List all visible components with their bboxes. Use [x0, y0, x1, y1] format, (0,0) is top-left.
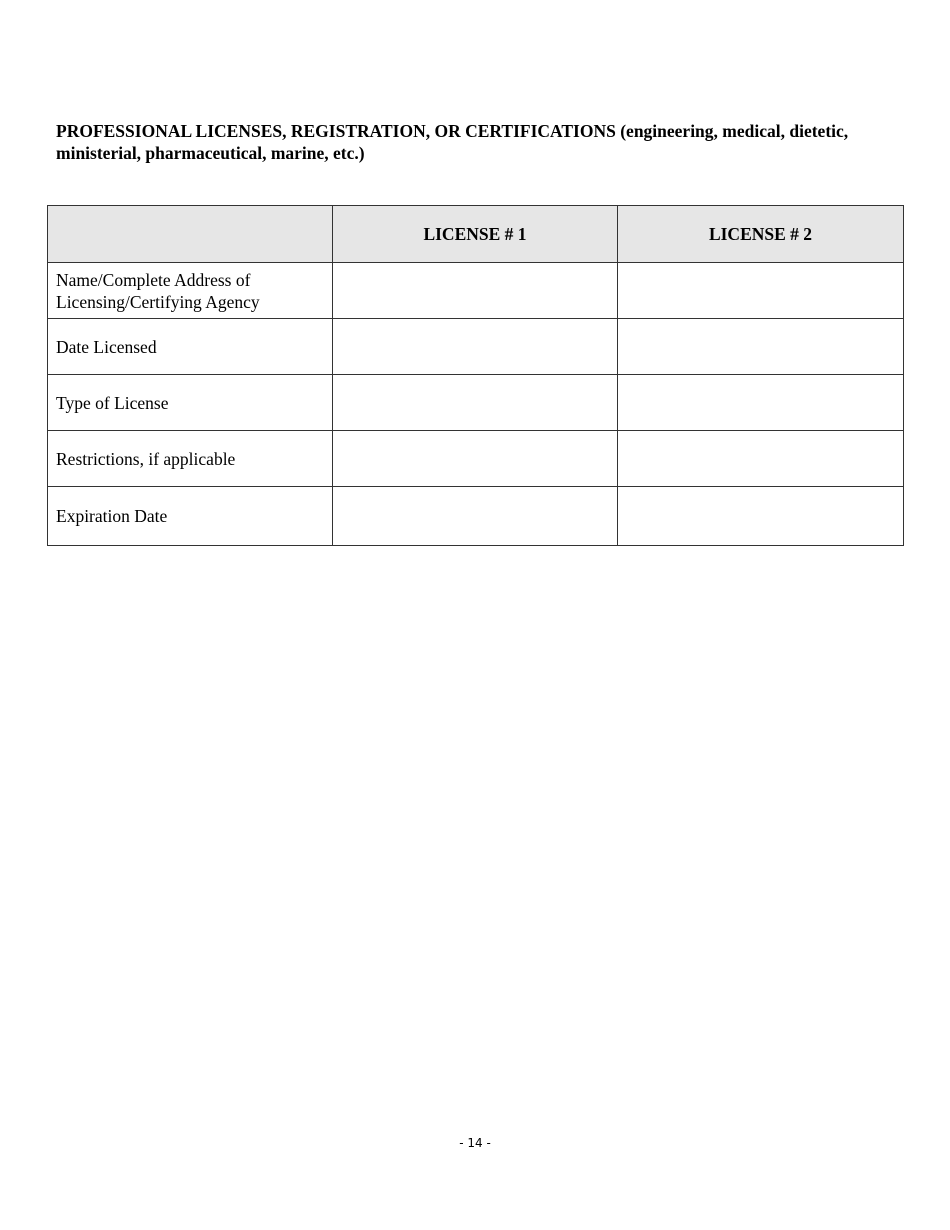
license-2-restrictions-field[interactable]	[618, 431, 904, 487]
row-label: Expiration Date	[48, 487, 333, 546]
license-2-date-field[interactable]	[618, 319, 904, 375]
header-blank	[48, 206, 333, 263]
row-label: Restrictions, if applicable	[48, 431, 333, 487]
row-label: Name/Complete Address of Licensing/Certifying Agency	[48, 263, 333, 319]
table-header-row	[48, 206, 904, 263]
header-license-1: LICENSE # 1	[333, 206, 618, 263]
license-1-type-field[interactable]	[333, 375, 618, 431]
license-1-expiration-field[interactable]	[333, 487, 618, 546]
table-row	[48, 319, 904, 375]
table-row	[48, 431, 904, 487]
licenses-table	[47, 205, 904, 546]
table-row	[48, 263, 904, 319]
table-row	[48, 487, 904, 546]
license-1-date-field[interactable]	[333, 319, 618, 375]
license-2-expiration-field[interactable]	[618, 487, 904, 546]
page-number: - 14 -	[459, 1136, 491, 1150]
license-2-type-field[interactable]	[618, 375, 904, 431]
license-1-restrictions-field[interactable]	[333, 431, 618, 487]
section-title: PROFESSIONAL LICENSES, REGISTRATION, OR CERTIFICATIONS (engineering, medical, dietetic, ministerial, pharmaceutical, marine, etc.)	[56, 121, 849, 163]
row-label: Date Licensed	[48, 319, 333, 375]
header-license-2: LICENSE # 2	[618, 206, 904, 263]
row-label: Type of License	[48, 375, 333, 431]
license-1-agency-field[interactable]	[333, 263, 618, 319]
license-2-agency-field[interactable]	[618, 263, 904, 319]
table-row	[48, 375, 904, 431]
